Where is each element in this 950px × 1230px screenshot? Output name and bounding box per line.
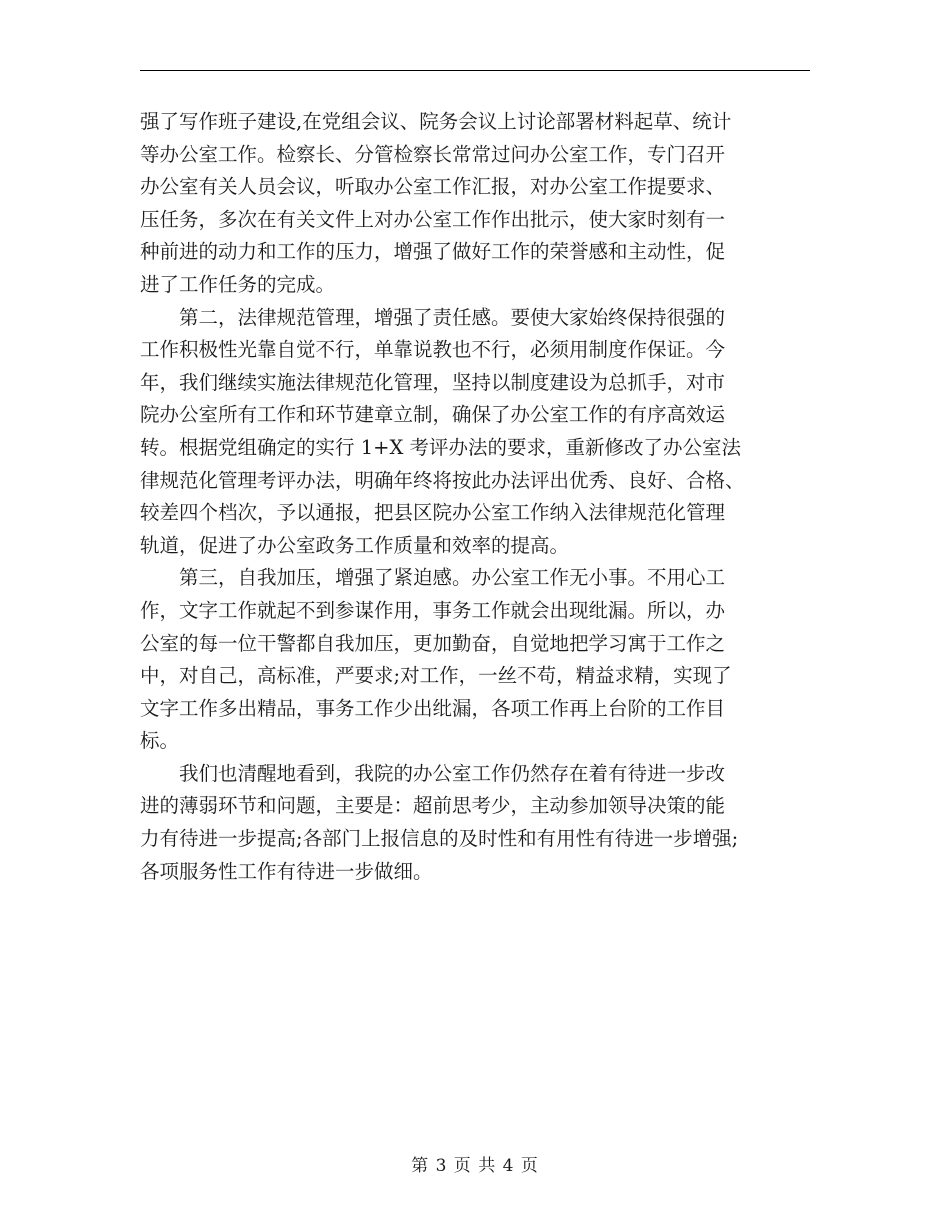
text-line: 工作积极性光靠自觉不行，单靠说教也不行，必须用制度作保证。今 [140, 338, 726, 362]
text-line: 各项服务性工作有待进一步做细。 [140, 859, 433, 883]
text-line: 较差四个档次，予以通报，把县区院办公室工作纳入法律规范化管理 [140, 501, 726, 525]
text-line: 公室的每一位干警都自我加压，更加勤奋，自觉地把学习寓于工作之 [140, 631, 726, 655]
text-line: 年，我们继续实施法律规范化管理，坚持以制度建设为总抓手，对市 [140, 370, 726, 394]
text-line: 力有待进一步提高;各部门上报信息的及时性和有用性有待进一步增强; [140, 827, 739, 851]
text-line: 中，对自己，高标准，严要求;对工作，一丝不苟，精益求精，实现了 [140, 664, 732, 688]
text-line: 种前进的动力和工作的压力，增强了做好工作的荣誉感和主动性，促 [140, 240, 726, 264]
text-line: 院办公室所有工作和环节建章立制，确保了办公室工作的有序高效运 [140, 403, 726, 427]
text-line: 进了工作任务的完成。 [140, 272, 336, 296]
text-line: 律规范化管理考评办法，明确年终将按此办法评出优秀、良好、合格、 [140, 468, 745, 492]
text-line: 等办公室工作。检察长、分管检察长常常过问办公室工作，专门召开 [140, 142, 726, 166]
text-line: 文字工作多出精品，事务工作少出纰漏，各项工作再上台阶的工作目 [140, 696, 726, 720]
text-line: 压任务，多次在有关文件上对办公室工作作出批示，使大家时刻有一 [140, 207, 726, 231]
text-line: 轨道，促进了办公室政务工作质量和效率的提高。 [140, 533, 570, 557]
paragraph-first-line: 第二，法律规范管理，增强了责任感。要使大家始终保持很强的 [179, 305, 726, 329]
text-line: 强了写作班子建设,在党组会议、院务会议上讨论部署材料起草、统计 [140, 110, 732, 133]
text-line: 转。根据党组确定的实行 1+X 考评办法的要求，重新修改了办公室法 [140, 435, 742, 459]
text-line: 进的薄弱环节和问题，主要是：超前思考少，主动参加领导决策的能 [140, 794, 726, 818]
paragraph-first-line: 我们也清醒地看到，我院的办公室工作仍然存在着有待进一步改 [179, 761, 726, 785]
text-line: 办公室有关人员会议，听取办公室工作汇报，对办公室工作提要求、 [140, 175, 726, 199]
document-body [140, 106, 820, 888]
header-rule [140, 70, 810, 71]
text-line: 标。 [140, 729, 180, 753]
paragraph-first-line: 第三，自我加压，增强了紧迫感。办公室工作无小事。不用心工 [179, 566, 726, 590]
text-line: 作，文字工作就起不到参谋作用，事务工作就会出现纰漏。所以，办 [140, 598, 726, 622]
page-number-footer: 第 3 页 共 4 页 [411, 1156, 539, 1176]
